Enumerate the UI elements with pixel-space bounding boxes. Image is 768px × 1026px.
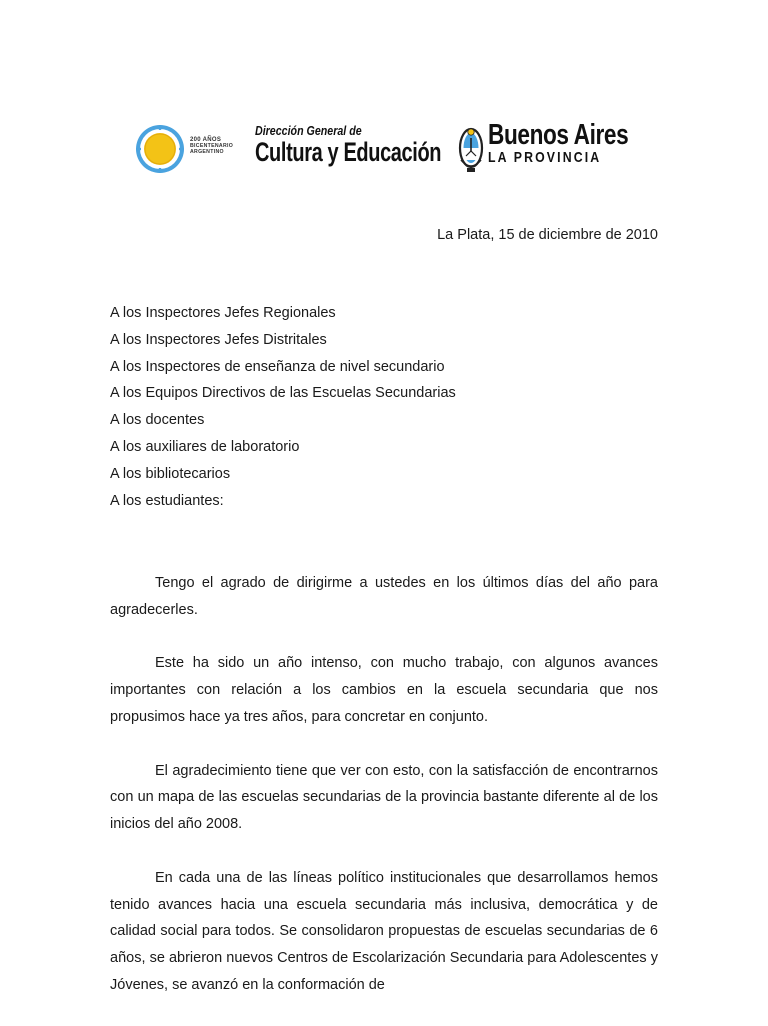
dgce-title: Cultura y Educación: [255, 137, 442, 167]
recipient-line: A los Inspectores Jefes Distritales: [110, 331, 327, 348]
recipient-line: A los docentes: [110, 412, 205, 429]
dgce-logo: [255, 124, 455, 166]
coat-of-arms-icon: [458, 122, 484, 176]
buenos-aires-subtitle: LA PROVINCIA: [488, 149, 602, 166]
body-paragraph: En cada una de las líneas político institucionales que desarrollamos hemos tenido avances hacia una escuela secundaria más inclusiva, democrática y de calidad social para todos. Se consolidaron propuestas de escuelas secundarias de 6 años, se abrieron nuevos Centros de Escolarización Secundaria para Adolescentes y Jóvenes, se avanzó en la conformación de: [110, 869, 658, 993]
buenos-aires-title: Buenos Aires: [488, 119, 629, 151]
body-paragraph: Tengo el agrado de dirigirme a ustedes en los últimos días del año para agradecerles.: [110, 575, 658, 618]
letter-body: [110, 570, 658, 1026]
recipient-line: A los Inspectores Jefes Regionales: [110, 305, 336, 321]
sun-emblem-icon: [133, 122, 189, 176]
body-paragraph: El agradecimiento tiene que ver con esto, con la satisfacción de encontrarnos con un mapa de las escuelas secundarias de la provincia bastante diferente al de los inicios del año 2008.: [110, 762, 658, 833]
bicentenario-line3: ARGENTINO: [190, 149, 224, 155]
bicentenario-caption: [190, 137, 242, 155]
recipients-list: [110, 304, 670, 518]
recipient-line: A los auxiliares de laboratorio: [110, 438, 300, 455]
bicentenario-logo: [133, 122, 243, 176]
bicentenario-line2: BICENTENARIO: [190, 143, 234, 149]
buenos-aires-logo: [488, 120, 628, 166]
dgce-subtitle: Dirección General de: [255, 123, 362, 138]
body-paragraph: Este ha sido un año intenso, con mucho trabajo, con algunos avances importantes con relación a los cambios en la escuela secundaria que nos propusimos hace ya tres años, para concretar en conjunto.: [110, 655, 658, 725]
recipient-line: A los Inspectores de enseñanza de nivel secundario: [110, 358, 445, 375]
letter-date: La Plata, 15 de diciembre de 2010: [437, 227, 658, 243]
recipient-line: A los Equipos Directivos de las Escuelas Secundarias: [110, 385, 456, 402]
letterhead: [133, 118, 633, 182]
recipient-line: A los estudiantes:: [110, 492, 224, 509]
recipient-line: A los bibliotecarios: [110, 465, 231, 482]
bicentenario-line1: 200 AÑOS: [190, 137, 222, 143]
